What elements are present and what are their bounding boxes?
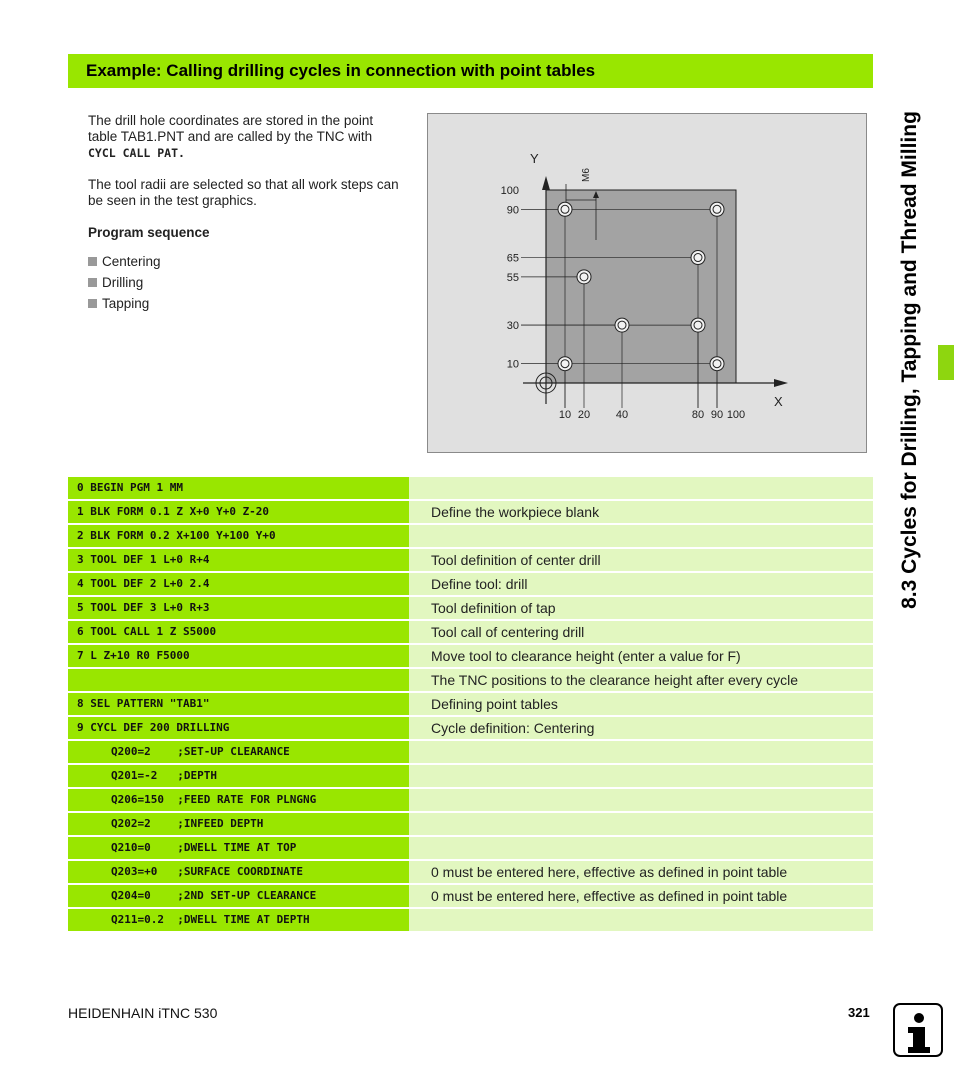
table-row [68,861,873,883]
x-axis-arrow-icon [774,379,788,387]
x-tick-label: 10 [558,409,572,421]
description-cell [409,909,873,931]
square-bullet-icon [88,257,97,266]
description-cell: Defining point tables [409,693,873,715]
table-row [68,501,873,523]
description-cell: Define the workpiece blank [409,501,873,523]
y-tick-label: 65 [506,252,519,265]
intro-paragraph-2: The tool radii are selected so that all work steps can be seen in the test graphics. [88,177,399,208]
list-item: Drilling [88,272,403,293]
nc-code-cell: 6 TOOL CALL 1 Z S5000 [68,621,409,643]
table-row [68,669,873,691]
description-cell: Define tool: drill [409,573,873,595]
y-tick-labels [501,185,519,371]
x-axis-label: X [774,394,783,409]
square-bullet-icon [88,278,97,287]
table-row [68,765,873,787]
x-tick-label: 40 [615,409,629,421]
table-row [68,549,873,571]
description-cell: Cycle definition: Centering [409,717,873,739]
nc-code-cell: 4 TOOL DEF 2 L+0 2.4 [68,573,409,595]
sequence-list [88,251,403,314]
x-tick-label: 90 [710,409,724,421]
nc-code-cell: 9 CYCL DEF 200 DRILLING [68,717,409,739]
thread-label: M6 [581,168,592,182]
x-tick-labels [559,409,745,421]
y-tick-label: 55 [506,271,519,284]
description-cell: Tool definition of center drill [409,549,873,571]
description-cell: Tool call of centering drill [409,621,873,643]
workpiece-drawing [428,114,866,452]
description-cell [409,813,873,835]
intro-paragraph-1 [88,113,403,161]
y-tick-label: 10 [506,358,519,371]
description-cell [409,789,873,811]
intro-text [88,113,403,314]
table-row [68,621,873,643]
table-row [68,477,873,499]
table-row [68,909,873,931]
drill-hole-icon [691,318,705,332]
nc-code-cell: Q206=150 ;FEED RATE FOR PLNGNG [68,789,409,811]
nc-code-cell: 3 TOOL DEF 1 L+0 R+4 [68,549,409,571]
description-cell: Move tool to clearance height (enter a value for F) [409,645,873,667]
description-cell [409,741,873,763]
drill-hole-icon [710,357,724,371]
chapter-tab [938,345,954,380]
nc-code-cell: 8 SEL PATTERN "TAB1" [68,693,409,715]
workpiece-blank [546,190,736,383]
table-row [68,837,873,859]
table-row [68,525,873,547]
description-cell [409,477,873,499]
table-row [68,741,873,763]
x-tick-label: 100 [726,409,746,421]
nc-code-cell: Q201=-2 ;DEPTH [68,765,409,787]
nc-code-cell: Q211=0.2 ;DWELL TIME AT DEPTH [68,909,409,931]
table-row [68,573,873,595]
drill-hole-icon [691,251,705,265]
nc-code-cell: 1 BLK FORM 0.1 Z X+0 Y+0 Z-20 [68,501,409,523]
program-table [68,477,873,933]
table-row [68,813,873,835]
nc-code-cell: 7 L Z+10 R0 F5000 [68,645,409,667]
nc-code-cell: Q203=+0 ;SURFACE COORDINATE [68,861,409,883]
info-icon [893,1003,943,1057]
table-row [68,789,873,811]
drill-hole-icon [558,202,572,216]
title-bar [68,54,873,88]
nc-code-cell [68,669,409,691]
drill-hole-icon [577,270,591,284]
intro-p1-text: The drill hole coordinates are stored in the point table TAB1.PNT and are called by the TNC with [88,113,374,144]
description-cell [409,525,873,547]
table-row [68,693,873,715]
description-cell [409,837,873,859]
nc-code-cell: Q202=2 ;INFEED DEPTH [68,813,409,835]
intro-p1-code: CYCL CALL PAT. [88,146,185,160]
table-row [68,885,873,907]
x-tick-label: 20 [577,409,591,421]
y-tick-label: 30 [506,320,519,333]
description-cell: Tool definition of tap [409,597,873,619]
page-title: Example: Calling drilling cycles in connection with point tables [86,61,596,80]
nc-code-cell: 2 BLK FORM 0.2 X+100 Y+100 Y+0 [68,525,409,547]
description-cell: 0 must be entered here, effective as defined in point table [409,861,873,883]
nc-code-cell: Q200=2 ;SET-UP CLEARANCE [68,741,409,763]
table-row [68,717,873,739]
page-number: 321 [848,1005,870,1020]
nc-code-cell: 0 BEGIN PGM 1 MM [68,477,409,499]
y-tick-label: 100 [500,185,519,197]
y-axis-label: Y [530,151,539,166]
table-row [68,645,873,667]
workpiece-figure [427,113,867,453]
x-tick-label: 80 [691,409,705,421]
description-cell [409,765,873,787]
y-axis-arrow-icon [542,176,550,190]
drill-hole-icon [710,202,724,216]
drill-hole-icon [558,357,572,371]
nc-code-cell: 5 TOOL DEF 3 L+0 R+3 [68,597,409,619]
square-bullet-icon [88,299,97,308]
drill-hole-icon [615,318,629,332]
nc-code-cell: Q210=0 ;DWELL TIME AT TOP [68,837,409,859]
y-tick-label: 90 [506,204,519,217]
chapter-title: 8.3 Cycles for Drilling, Tapping and Thread Milling [898,111,921,609]
sequence-heading: Program sequence [88,225,210,240]
nc-code-cell: Q204=0 ;2ND SET-UP CLEARANCE [68,885,409,907]
list-item: Tapping [88,293,403,314]
description-cell: 0 must be entered here, effective as defined in point table [409,885,873,907]
table-row [68,597,873,619]
footer-product: HEIDENHAIN iTNC 530 [68,1005,218,1021]
description-cell: The TNC positions to the clearance height after every cycle [409,669,873,691]
list-item: Centering [88,251,403,272]
